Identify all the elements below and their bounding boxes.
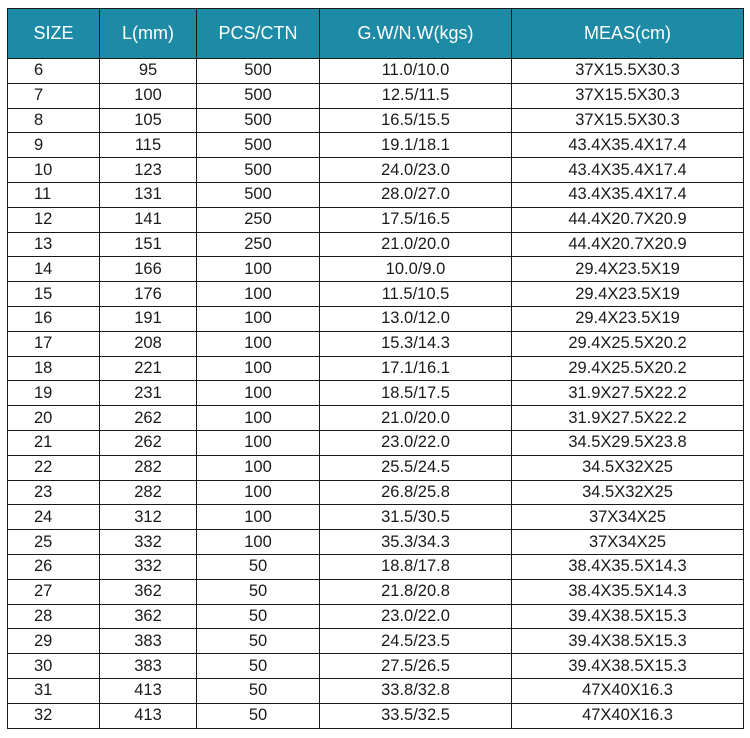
- spec-table-container: [7, 8, 744, 729]
- cell-length: 231: [100, 381, 197, 406]
- cell-pcs-ctn: 50: [197, 604, 320, 629]
- table-row: [8, 654, 744, 679]
- table-row: [8, 83, 744, 108]
- cell-weight: 16.5/15.5: [320, 108, 512, 133]
- cell-length: 332: [100, 530, 197, 555]
- cell-size: 31: [8, 678, 100, 703]
- cell-weight: 18.5/17.5: [320, 381, 512, 406]
- cell-pcs-ctn: 100: [197, 480, 320, 505]
- cell-size: 25: [8, 530, 100, 555]
- cell-pcs-ctn: 100: [197, 381, 320, 406]
- cell-size: 23: [8, 480, 100, 505]
- cell-pcs-ctn: 50: [197, 579, 320, 604]
- cell-pcs-ctn: 500: [197, 158, 320, 183]
- table-row: [8, 406, 744, 431]
- cell-weight: 26.8/25.8: [320, 480, 512, 505]
- cell-pcs-ctn: 500: [197, 133, 320, 158]
- cell-pcs-ctn: 500: [197, 108, 320, 133]
- table-row: [8, 629, 744, 654]
- cell-length: 332: [100, 554, 197, 579]
- cell-pcs-ctn: 100: [197, 306, 320, 331]
- cell-pcs-ctn: 100: [197, 331, 320, 356]
- cell-length: 191: [100, 306, 197, 331]
- cell-length: 262: [100, 430, 197, 455]
- cell-weight: 12.5/11.5: [320, 83, 512, 108]
- header-row: [8, 9, 744, 59]
- cell-length: 383: [100, 629, 197, 654]
- table-row: [8, 505, 744, 530]
- table-row: [8, 306, 744, 331]
- cell-measurement: 34.5X29.5X23.8: [512, 430, 744, 455]
- cell-measurement: 37X15.5X30.3: [512, 59, 744, 84]
- table-row: [8, 108, 744, 133]
- cell-pcs-ctn: 250: [197, 207, 320, 232]
- cell-measurement: 44.4X20.7X20.9: [512, 232, 744, 257]
- cell-weight: 33.5/32.5: [320, 703, 512, 728]
- table-row: [8, 59, 744, 84]
- cell-size: 12: [8, 207, 100, 232]
- cell-size: 15: [8, 282, 100, 307]
- header-size: SIZE: [8, 9, 100, 59]
- cell-size: 6: [8, 59, 100, 84]
- table-row: [8, 381, 744, 406]
- cell-measurement: 43.4X35.4X17.4: [512, 158, 744, 183]
- cell-weight: 11.0/10.0: [320, 59, 512, 84]
- cell-measurement: 37X15.5X30.3: [512, 83, 744, 108]
- cell-weight: 19.1/18.1: [320, 133, 512, 158]
- cell-measurement: 29.4X23.5X19: [512, 306, 744, 331]
- cell-measurement: 39.4X38.5X15.3: [512, 654, 744, 679]
- cell-measurement: 29.4X25.5X20.2: [512, 331, 744, 356]
- cell-size: 24: [8, 505, 100, 530]
- cell-measurement: 38.4X35.5X14.3: [512, 554, 744, 579]
- cell-pcs-ctn: 100: [197, 257, 320, 282]
- cell-pcs-ctn: 50: [197, 629, 320, 654]
- cell-measurement: 43.4X35.4X17.4: [512, 133, 744, 158]
- cell-weight: 18.8/17.8: [320, 554, 512, 579]
- packing-spec-table: [7, 8, 744, 729]
- cell-measurement: 47X40X16.3: [512, 678, 744, 703]
- cell-measurement: 34.5X32X25: [512, 455, 744, 480]
- cell-size: 14: [8, 257, 100, 282]
- cell-weight: 10.0/9.0: [320, 257, 512, 282]
- cell-length: 105: [100, 108, 197, 133]
- cell-pcs-ctn: 100: [197, 430, 320, 455]
- cell-size: 8: [8, 108, 100, 133]
- table-row: [8, 257, 744, 282]
- table-row: [8, 282, 744, 307]
- cell-length: 131: [100, 182, 197, 207]
- cell-measurement: 47X40X16.3: [512, 703, 744, 728]
- table-row: [8, 604, 744, 629]
- cell-weight: 21.0/20.0: [320, 406, 512, 431]
- cell-measurement: 34.5X32X25: [512, 480, 744, 505]
- cell-length: 151: [100, 232, 197, 257]
- cell-pcs-ctn: 100: [197, 505, 320, 530]
- cell-size: 21: [8, 430, 100, 455]
- cell-measurement: 37X34X25: [512, 505, 744, 530]
- cell-weight: 23.0/22.0: [320, 430, 512, 455]
- cell-weight: 28.0/27.0: [320, 182, 512, 207]
- cell-measurement: 43.4X35.4X17.4: [512, 182, 744, 207]
- cell-length: 282: [100, 480, 197, 505]
- cell-pcs-ctn: 100: [197, 530, 320, 555]
- cell-measurement: 29.4X23.5X19: [512, 257, 744, 282]
- table-row: [8, 703, 744, 728]
- table-row: [8, 182, 744, 207]
- cell-size: 17: [8, 331, 100, 356]
- cell-measurement: 39.4X38.5X15.3: [512, 604, 744, 629]
- cell-size: 9: [8, 133, 100, 158]
- cell-measurement: 31.9X27.5X22.2: [512, 406, 744, 431]
- header-measurement: MEAS(cm): [512, 9, 744, 59]
- cell-length: 413: [100, 678, 197, 703]
- cell-pcs-ctn: 50: [197, 554, 320, 579]
- cell-measurement: 44.4X20.7X20.9: [512, 207, 744, 232]
- cell-weight: 21.8/20.8: [320, 579, 512, 604]
- cell-length: 262: [100, 406, 197, 431]
- cell-size: 29: [8, 629, 100, 654]
- table-body: [8, 59, 744, 729]
- table-row: [8, 455, 744, 480]
- cell-pcs-ctn: 50: [197, 654, 320, 679]
- table-row: [8, 480, 744, 505]
- cell-weight: 25.5/24.5: [320, 455, 512, 480]
- cell-size: 28: [8, 604, 100, 629]
- cell-size: 27: [8, 579, 100, 604]
- cell-pcs-ctn: 100: [197, 356, 320, 381]
- cell-weight: 35.3/34.3: [320, 530, 512, 555]
- table-row: [8, 207, 744, 232]
- cell-measurement: 29.4X25.5X20.2: [512, 356, 744, 381]
- cell-size: 26: [8, 554, 100, 579]
- cell-pcs-ctn: 500: [197, 182, 320, 207]
- cell-size: 22: [8, 455, 100, 480]
- cell-length: 141: [100, 207, 197, 232]
- cell-length: 312: [100, 505, 197, 530]
- table-row: [8, 158, 744, 183]
- cell-pcs-ctn: 100: [197, 282, 320, 307]
- table-row: [8, 554, 744, 579]
- cell-length: 413: [100, 703, 197, 728]
- header-pcs-ctn: PCS/CTN: [197, 9, 320, 59]
- cell-length: 100: [100, 83, 197, 108]
- header-length: L(mm): [100, 9, 197, 59]
- cell-size: 20: [8, 406, 100, 431]
- cell-length: 221: [100, 356, 197, 381]
- cell-size: 16: [8, 306, 100, 331]
- cell-weight: 31.5/30.5: [320, 505, 512, 530]
- cell-size: 7: [8, 83, 100, 108]
- cell-length: 362: [100, 579, 197, 604]
- cell-length: 383: [100, 654, 197, 679]
- cell-weight: 11.5/10.5: [320, 282, 512, 307]
- table-row: [8, 232, 744, 257]
- cell-pcs-ctn: 500: [197, 59, 320, 84]
- table-row: [8, 430, 744, 455]
- table-row: [8, 133, 744, 158]
- cell-size: 18: [8, 356, 100, 381]
- cell-weight: 23.0/22.0: [320, 604, 512, 629]
- cell-pcs-ctn: 500: [197, 83, 320, 108]
- cell-length: 166: [100, 257, 197, 282]
- cell-weight: 24.5/23.5: [320, 629, 512, 654]
- cell-length: 362: [100, 604, 197, 629]
- cell-measurement: 37X34X25: [512, 530, 744, 555]
- cell-measurement: 38.4X35.5X14.3: [512, 579, 744, 604]
- cell-length: 115: [100, 133, 197, 158]
- cell-length: 208: [100, 331, 197, 356]
- cell-size: 32: [8, 703, 100, 728]
- cell-pcs-ctn: 50: [197, 703, 320, 728]
- table-row: [8, 331, 744, 356]
- cell-measurement: 29.4X23.5X19: [512, 282, 744, 307]
- table-row: [8, 356, 744, 381]
- table-row: [8, 579, 744, 604]
- cell-weight: 27.5/26.5: [320, 654, 512, 679]
- cell-length: 123: [100, 158, 197, 183]
- cell-weight: 24.0/23.0: [320, 158, 512, 183]
- cell-pcs-ctn: 100: [197, 455, 320, 480]
- cell-weight: 13.0/12.0: [320, 306, 512, 331]
- cell-weight: 15.3/14.3: [320, 331, 512, 356]
- cell-size: 11: [8, 182, 100, 207]
- cell-pcs-ctn: 100: [197, 406, 320, 431]
- cell-length: 176: [100, 282, 197, 307]
- header-weight: G.W/N.W(kgs): [320, 9, 512, 59]
- cell-size: 10: [8, 158, 100, 183]
- cell-size: 13: [8, 232, 100, 257]
- table-row: [8, 530, 744, 555]
- cell-weight: 21.0/20.0: [320, 232, 512, 257]
- cell-size: 19: [8, 381, 100, 406]
- cell-weight: 33.8/32.8: [320, 678, 512, 703]
- cell-measurement: 37X15.5X30.3: [512, 108, 744, 133]
- cell-weight: 17.5/16.5: [320, 207, 512, 232]
- cell-pcs-ctn: 250: [197, 232, 320, 257]
- cell-length: 95: [100, 59, 197, 84]
- cell-weight: 17.1/16.1: [320, 356, 512, 381]
- cell-pcs-ctn: 50: [197, 678, 320, 703]
- cell-measurement: 31.9X27.5X22.2: [512, 381, 744, 406]
- table-row: [8, 678, 744, 703]
- cell-length: 282: [100, 455, 197, 480]
- cell-size: 30: [8, 654, 100, 679]
- cell-measurement: 39.4X38.5X15.3: [512, 629, 744, 654]
